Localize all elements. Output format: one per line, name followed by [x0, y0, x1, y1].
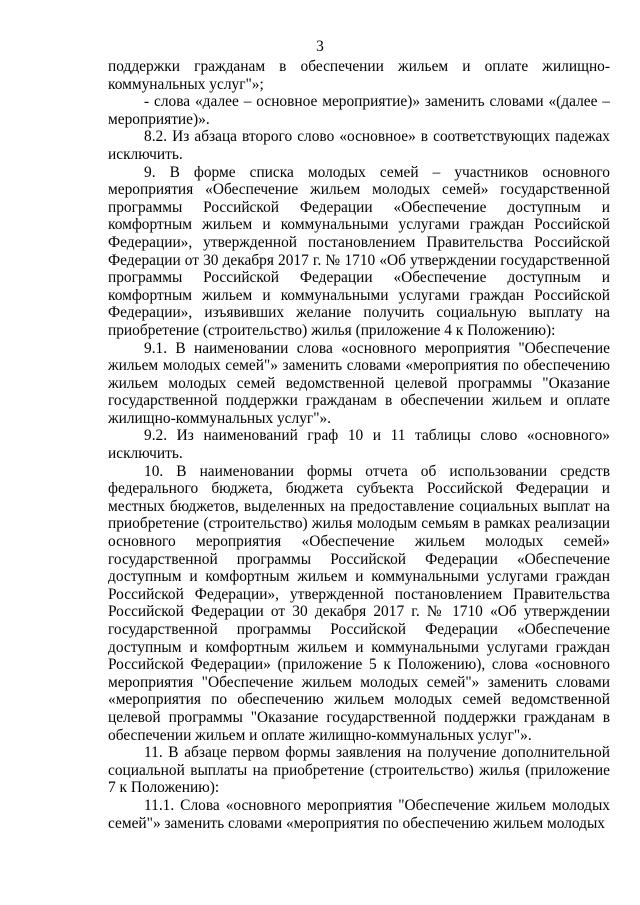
page-number: 3	[316, 38, 324, 55]
paragraph-9-2: 9.2. Из наименований граф 10 и 11 таблицы слово «основного» исключить.	[108, 427, 610, 463]
paragraph-11: 11. В абзаце первом формы заявления на получение дополнительной социальной выплаты на приобретение (строительство) жилья (приложение 7 к Положению):	[108, 744, 610, 797]
paragraph-10: 10. В наименовании формы отчета об использовании средств федерального бюджета, бюджета субъекта Российской Федерации и местных бюджетов, выделенных на предоставление социальных выплат на приобретение (строительство) жилья молодым семьям в рамках реализации основного мероприятия «Обеспечение жильем молодых семей» государственной программы Российской Федерации «Обеспечение доступным и комфортным жильем и коммунальными услугами граждан Российской Федерации», утвержденной постановлением Правительства Российской Федерации от 30 декабря 2017 г. № 1710 «Об утверждении государственной программы Российской Федерации «Обеспечение доступным и комфортным жильем и коммунальными услугами граждан Российской Федерации» (приложение 5 к Положению), слова «основного мероприятия "Обеспечение жильем молодых семей"» заменить словами «мероприятия по обеспечению жильем молодых семей ведомственной целевой программы "Оказание государственной поддержки гражданам в обеспечении жильем и оплате жилищно-коммунальных услуг"».	[108, 462, 610, 744]
paragraph-replace-words: - слова «далее – основное мероприятие)» заменить словами «(далее – мероприятие)».	[108, 93, 610, 128]
document-body	[108, 58, 610, 832]
paragraph-11-1: 11.1. Слова «основного мероприятия "Обеспечение жильем молодых семей"» заменить словами «мероприятия по обеспечению жильем молодых	[108, 796, 610, 832]
paragraph-9-1: 9.1. В наименовании слова «основного мероприятия "Обеспечение жильем молодых семей"» заменить словами «мероприятия по обеспечению жильем молодых семей ведомственной целевой программы "Оказание государственной поддержки гражданам в обеспечении жильем и оплате жилищно-коммунальных услуг"».	[108, 339, 610, 427]
paragraph-8-2: 8.2. Из абзаца второго слово «основное» в соответствующих падежах исключить.	[108, 128, 610, 163]
paragraph-9: 9. В форме списка молодых семей – участников основного мероприятия «Обеспечение жильем молодых семей» государственной программы Российской Федерации «Обеспечение доступным и комфортным жильем и коммунальными услугами граждан Российской Федерации», утвержденной постановлением Правительства Российской Федерации от 30 декабря 2017 г. № 1710 «Об утверждении государственной программы Российской Федерации «Обеспечение доступным и комфортным жильем и коммунальными услугами граждан Российской Федерации», изъявивших желание получить социальную выплату на приобретение (строительство) жилья (приложение 4 к Положению):	[108, 163, 610, 339]
paragraph-continuation: поддержки гражданам в обеспечении жильем и оплате жилищно-коммунальных услуг"»;	[108, 58, 610, 93]
